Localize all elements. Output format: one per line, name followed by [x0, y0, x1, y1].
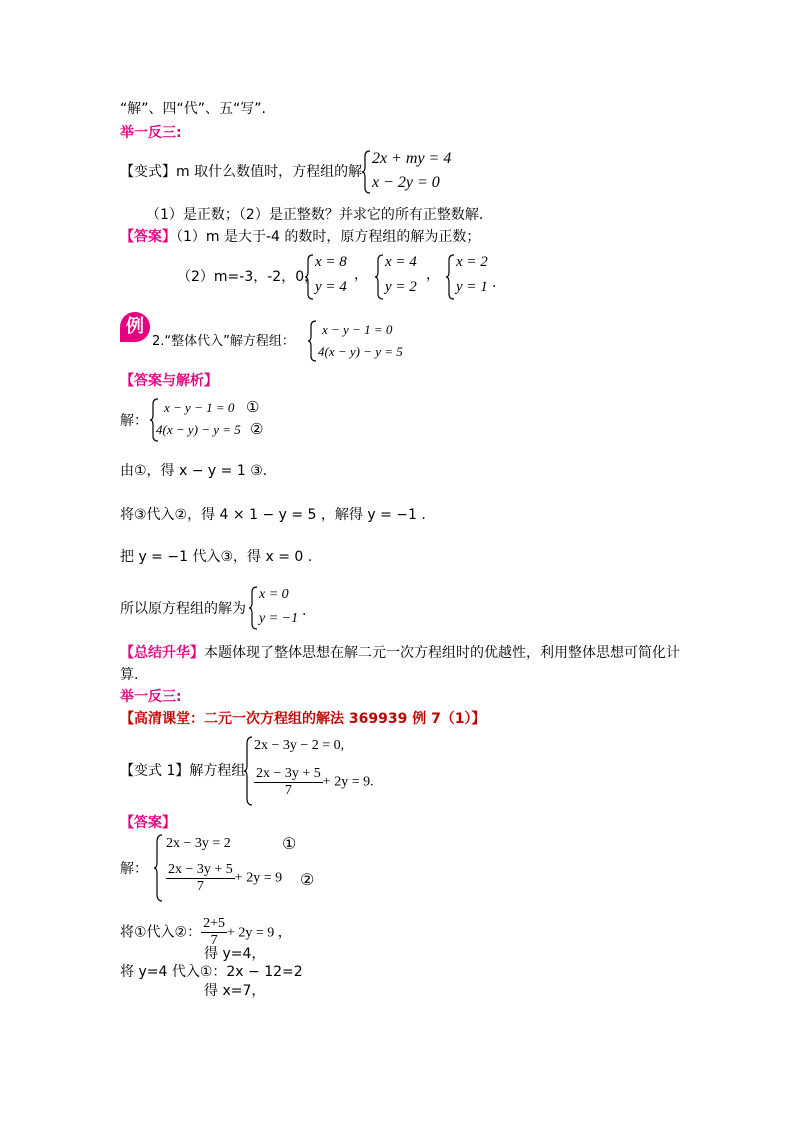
summary-text-1: 本题体现了整体思想在解二元一次方程组时的优越性，利用整体思想可简化计	[204, 645, 680, 661]
example-eq1: x − y − 1 = 0	[322, 322, 393, 337]
sol1-y: y = 4	[315, 279, 347, 295]
variant1-text: 解方程组	[189, 763, 246, 779]
left-brace-icon	[362, 150, 372, 194]
left-brace-icon	[244, 736, 254, 806]
variant1-label: 【变式 1】	[120, 763, 190, 779]
final-y: y = −1	[259, 611, 299, 626]
solution-system-3	[446, 254, 506, 300]
example-text: 2.“整体代入”解方程组：	[152, 334, 295, 349]
solve-label: 解：	[120, 413, 148, 429]
answer-numerator: 2x − 3y + 5	[168, 862, 233, 877]
substitute-1-text: 将①代入②：	[120, 924, 202, 941]
practice-heading-2: 举一反三:	[120, 689, 182, 705]
analysis-heading: 【答案与解析】	[120, 373, 218, 389]
practice-heading-1: 举一反三:	[120, 125, 182, 141]
final-solution-system	[249, 586, 319, 630]
variant1-eq1: 2x − 3y − 2 = 0,	[254, 738, 345, 753]
sub1-numerator: 2+5	[203, 916, 226, 931]
answer-eq1: 2x − 3y = 2	[166, 836, 231, 851]
answer-label: 【答案】	[120, 229, 176, 245]
solve-label-2: 解：	[120, 861, 148, 877]
circled-1-label: ①	[246, 400, 260, 416]
variant-eq2: x − 2y = 0	[372, 174, 440, 191]
answer-tail: + 2y = 9	[234, 870, 283, 886]
summary-label: 【总结升华】	[120, 645, 204, 661]
left-brace-icon	[446, 254, 456, 300]
variant-question: （1）是正数；（2）是正整数？并求它的所有正整数解.	[146, 207, 484, 223]
variant1-system	[244, 736, 404, 806]
variant1-line	[120, 762, 245, 780]
left-brace-icon	[308, 320, 318, 362]
answer-eq2	[166, 862, 282, 895]
hd-classroom-title: 【高清课堂：二元一次方程组的解法 369939 例 7（1）】	[120, 711, 486, 727]
sol2-x: x = 4	[385, 254, 417, 270]
example-badge: 例	[120, 312, 150, 342]
final-x: x = 0	[259, 587, 289, 602]
step-3: 把 y = −1 代入③，得 x = 0 .	[120, 549, 313, 565]
answer-heading-2: 【答案】	[120, 815, 176, 831]
variant1-tail: + 2y = 9.	[322, 774, 374, 790]
circled-2-label: ②	[300, 872, 315, 889]
answer-line-1	[120, 228, 480, 246]
example-system	[308, 320, 428, 362]
left-brace-icon	[305, 254, 315, 300]
variant-eq1: 2x + my = 4	[372, 150, 452, 167]
sub1-denominator: 7	[210, 933, 218, 948]
step-1: 由①，得 x − y = 1 ③.	[120, 463, 268, 479]
solve-eq1: x − y − 1 = 0	[164, 400, 235, 415]
solve-system	[150, 398, 290, 442]
get-y: 得 y=4，	[204, 946, 266, 962]
variant-line	[120, 163, 362, 181]
variant1-eq2	[254, 766, 374, 799]
example-eq2: 4(x − y) − y = 5	[318, 344, 403, 359]
variant-label: 【变式】	[120, 164, 176, 180]
answer-system	[154, 834, 334, 902]
sol2-y: y = 2	[385, 279, 417, 295]
comma: ，	[354, 267, 368, 283]
variant1-numerator: 2x − 3y + 5	[256, 766, 321, 781]
fraction	[166, 862, 235, 895]
period: .	[302, 603, 307, 619]
sol1-x: x = 8	[315, 254, 347, 270]
substitute-2: 将 y=4 代入①：2x − 12=2	[120, 964, 303, 980]
solve-eq2: 4(x − y) − y = 5	[156, 422, 241, 437]
get-x: 得 x=7，	[204, 983, 266, 999]
period: .	[492, 275, 497, 291]
fraction	[254, 766, 323, 799]
circled-1-label: ①	[282, 836, 297, 853]
intro-tail-line: “解”、四“代”、五“写”.	[120, 101, 266, 117]
left-brace-icon	[154, 834, 164, 902]
comma: ，	[426, 267, 440, 283]
sub1-tail: + 2y = 9 ，	[227, 925, 292, 941]
summary-line-2: 算.	[120, 667, 139, 683]
step-2: 将③代入②，得 4 × 1 − y = 5 ，解得 y = −1 .	[120, 507, 426, 523]
left-brace-icon	[249, 586, 259, 630]
circled-2-label: ②	[250, 422, 264, 438]
variant1-denominator: 7	[284, 783, 292, 798]
answer-text: （1）m 是大于-4 的数时，原方程组的解为正数；	[176, 229, 481, 245]
step-4-text: 所以原方程组的解为	[120, 601, 246, 617]
left-brace-icon	[375, 254, 385, 300]
answer-denominator: 7	[196, 879, 204, 894]
sol3-y: y = 1	[456, 279, 488, 295]
summary-line-1	[120, 644, 680, 662]
answer-line-2-prefix: （2）m=-3，-2，0，	[177, 269, 319, 285]
sol3-x: x = 2	[456, 254, 488, 270]
variant-text: m 取什么数值时，方程组的解	[176, 164, 363, 180]
variant-system	[362, 150, 462, 194]
